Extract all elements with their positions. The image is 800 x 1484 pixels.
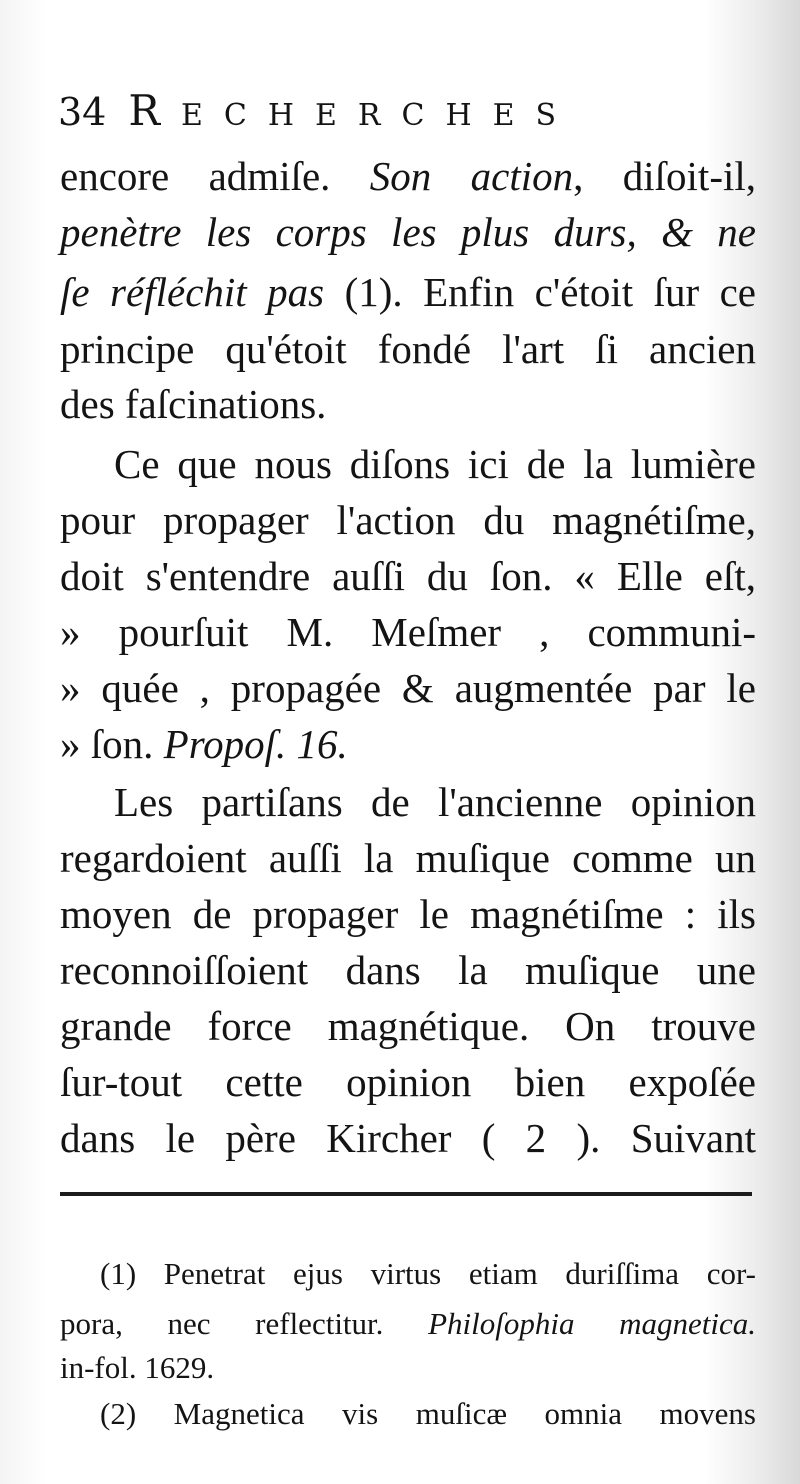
- quote-line: [60, 716, 348, 772]
- italic-text: ſe réfléchit pas: [60, 269, 325, 315]
- running-head-initial: R: [128, 86, 181, 135]
- footnote-line: [60, 1252, 756, 1296]
- text-segment: dans le père Kircher ( 2 ). Suivant: [60, 1115, 756, 1161]
- text-line: [60, 1054, 756, 1110]
- quote-line: [60, 660, 756, 716]
- text-segment: des faſcinations.: [60, 381, 327, 427]
- text-segment: encore admiſe.: [60, 153, 370, 199]
- text-segment: Ce que nous diſons ici de la lumière: [114, 441, 756, 487]
- text-segment: moyen de propager le magnétiſme : ils: [60, 891, 756, 937]
- text-segment: doit s'entendre auſſi du ſon. « Elle eſt,: [60, 553, 756, 599]
- page-header: [58, 86, 577, 142]
- text-line: [60, 264, 756, 320]
- text-segment: (1) Penetrat ejus virtus etiam duriſſima cor-: [100, 1256, 756, 1291]
- text-segment: in-fol. 1629.: [60, 1350, 215, 1385]
- text-line: [60, 1110, 756, 1166]
- text-segment: pour propager l'action du magnétiſme,: [60, 497, 756, 543]
- italic-text: Son action: [369, 153, 574, 199]
- text-line: [60, 548, 756, 604]
- text-segment: » ſon.: [60, 721, 164, 767]
- text-line: [60, 204, 756, 260]
- text-segment: grande force magnétique. On trouve: [60, 1003, 756, 1049]
- text-segment: Les partiſans de l'ancienne opinion: [114, 779, 756, 825]
- text-line: [60, 942, 756, 998]
- text-line: [60, 492, 756, 548]
- footnote-separator-rule: [60, 1192, 752, 1196]
- footnote-line: [60, 1302, 756, 1346]
- footnote-line: [60, 1346, 214, 1390]
- text-line: [60, 886, 756, 942]
- text-segment: » quée , propagée & augmentée par le: [60, 665, 756, 711]
- paragraph-first-line: [60, 436, 756, 492]
- running-head-rest: ECHERCHES: [180, 98, 578, 133]
- text-line: [60, 376, 326, 432]
- running-head: [128, 86, 577, 135]
- text-line: [60, 321, 756, 377]
- paragraph-first-line: [60, 774, 756, 830]
- text-segment: pora, nec reflectitur.: [60, 1306, 429, 1341]
- text-line: [60, 148, 756, 204]
- text-segment: reconnoiſſoient dans la muſique une: [60, 947, 756, 993]
- text-segment: principe qu'étoit fondé l'art ſi ancien: [60, 326, 756, 372]
- footnote-line: [60, 1392, 756, 1436]
- italic-text: Philoſophia magnetica.: [428, 1306, 756, 1341]
- quote-line: [60, 604, 756, 660]
- text-segment: , diſoit-il,: [573, 153, 756, 199]
- text-line: [60, 830, 756, 886]
- text-line: [60, 998, 756, 1054]
- text-segment: (1). Enfin c'étoit ſur ce: [324, 269, 756, 315]
- italic-text: penètre les corps les plus durs, & ne: [60, 209, 756, 255]
- text-segment: ſur-tout cette opinion bien expoſée: [60, 1059, 756, 1105]
- text-segment: regardoient auſſi la muſique comme un: [60, 835, 756, 881]
- page-number: 34: [58, 90, 107, 134]
- italic-text: Propoſ. 16.: [163, 721, 348, 767]
- text-segment: » pourſuit M. Meſmer , communi-: [60, 609, 756, 655]
- text-segment: (2) Magnetica vis muſicæ omnia movens: [100, 1396, 756, 1431]
